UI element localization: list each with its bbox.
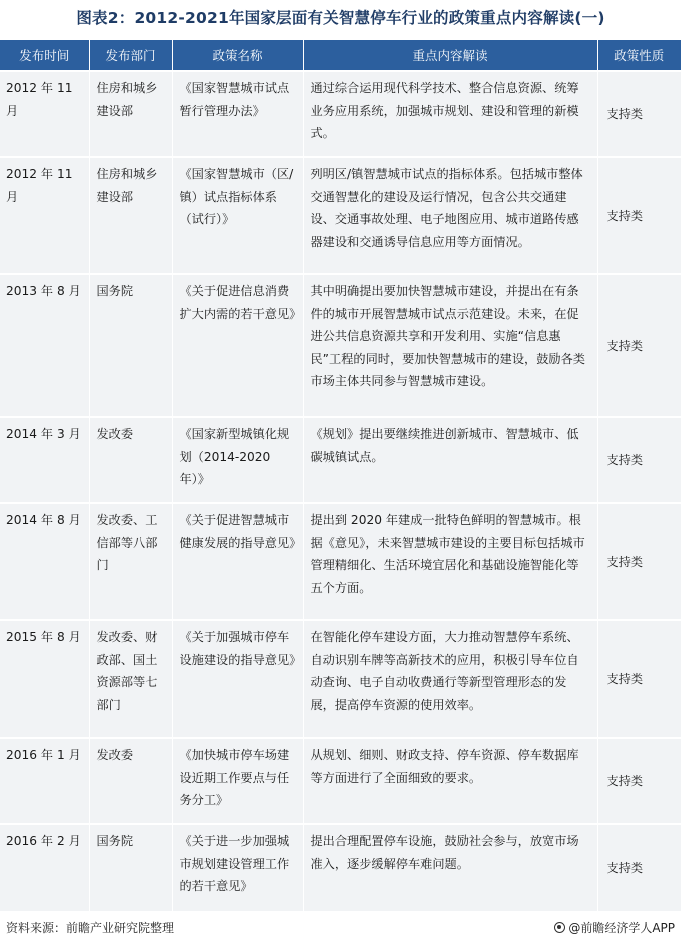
cell-policy-name: 《关于促进智慧城市健康发展的指导意见》 <box>172 503 303 620</box>
cell-content: 在智能化停车建设方面，大力推动智慧停车系统、自动识别车牌等高新技术的应用，积极引导车位自动查询、电子自动收费通行等新型管理形态的发展，提高停车资源的使用效率。 <box>303 620 597 738</box>
cell-date: 2013 年 8 月 <box>0 274 89 417</box>
cell-nature: 支持类 <box>597 71 681 157</box>
cell-dept: 发改委、财政部、国土资源部等七部门 <box>89 620 172 738</box>
table-header-row <box>0 40 681 71</box>
cell-nature: 支持类 <box>597 503 681 620</box>
cell-content: 从规划、细则、财政支持、停车资源、停车数据库等方面进行了全面细致的要求。 <box>303 738 597 824</box>
cell-policy-name: 《加快城市停车场建设近期工作要点与任务分工》 <box>172 738 303 824</box>
cell-content: 提出到 2020 年建成一批特色鲜明的智慧城市。根据《意见》，未来智慧城市建设的主要目标包括城市管理精细化、生活环境宜居化和基础设施智能化等五个方面。 <box>303 503 597 620</box>
cell-policy-name: 《关于促进信息消费扩大内需的若干意见》 <box>172 274 303 417</box>
cell-policy-name: 《关于进一步加强城市规划建设管理工作的若干意见》 <box>172 824 303 911</box>
cell-dept: 国务院 <box>89 274 172 417</box>
cell-content: 《规划》提出要继续推进创新城市、智慧城市、低碳城镇试点。 <box>303 417 597 503</box>
cell-date: 2015 年 8 月 <box>0 620 89 738</box>
cell-dept: 住房和城乡建设部 <box>89 71 172 157</box>
table-row <box>0 620 681 738</box>
cell-date: 2012 年 11 月 <box>0 71 89 157</box>
cell-nature: 支持类 <box>597 157 681 274</box>
cell-policy-name: 《国家智慧城市试点暂行管理办法》 <box>172 71 303 157</box>
brand-logo-icon <box>554 922 565 933</box>
table-row <box>0 503 681 620</box>
cell-content: 提出合理配置停车设施，鼓励社会参与，放宽市场准入，逐步缓解停车难问题。 <box>303 824 597 911</box>
table-row <box>0 417 681 503</box>
cell-nature: 支持类 <box>597 417 681 503</box>
cell-date: 2014 年 8 月 <box>0 503 89 620</box>
source-note: 资料来源：前瞻产业研究院整理 <box>6 921 175 935</box>
table-row <box>0 274 681 417</box>
cell-date: 2014 年 3 月 <box>0 417 89 503</box>
table-row <box>0 157 681 274</box>
cell-dept: 发改委 <box>89 738 172 824</box>
column-header-dept: 发布部门 <box>89 40 172 71</box>
cell-nature: 支持类 <box>597 824 681 911</box>
cell-dept: 国务院 <box>89 824 172 911</box>
cell-date: 2012 年 11 月 <box>0 157 89 274</box>
cell-policy-name: 《关于加强城市停车设施建设的指导意见》 <box>172 620 303 738</box>
cell-content: 列明区/镇智慧城市试点的指标体系。包括城市整体交通智慧化的建设及运行情况，包含公共交通建设、交通事故处理、电子地图应用、城市道路传感器建设和交通诱导信息应用等方面情况。 <box>303 157 597 274</box>
brand-label: @前瞻经济学人APP <box>568 921 675 935</box>
chart-title: 图表2：2012-2021年国家层面有关智慧停车行业的政策重点内容解读(一) <box>76 9 605 27</box>
cell-policy-name: 《国家新型城镇化规划（2014-2020 年）》 <box>172 417 303 503</box>
cell-date: 2016 年 1 月 <box>0 738 89 824</box>
table-row <box>0 71 681 157</box>
policy-table <box>0 40 681 911</box>
cell-nature: 支持类 <box>597 620 681 738</box>
brand-credit <box>554 919 675 936</box>
cell-nature: 支持类 <box>597 274 681 417</box>
cell-dept: 住房和城乡建设部 <box>89 157 172 274</box>
cell-content: 其中明确提出要加快智慧城市建设，并提出在有条件的城市开展智慧城市试点示范建设。未来，在促进公共信息资源共享和开发利用、实施“信息惠民”工程的同时，要加快智慧城市的建设，鼓励各类市场主体共同参与智慧城市建设。 <box>303 274 597 417</box>
cell-content: 通过综合运用现代科学技术、整合信息资源、统筹业务应用系统，加强城市规划、建设和管理的新模式。 <box>303 71 597 157</box>
cell-dept: 发改委、工信部等八部门 <box>89 503 172 620</box>
table-row <box>0 824 681 911</box>
column-header-date: 发布时间 <box>0 40 89 71</box>
cell-policy-name: 《国家智慧城市（区/镇）试点指标体系（试行）》 <box>172 157 303 274</box>
cell-date: 2016 年 2 月 <box>0 824 89 911</box>
column-header-name: 政策名称 <box>172 40 303 71</box>
cell-nature: 支持类 <box>597 738 681 824</box>
column-header-nature: 政策性质 <box>597 40 681 71</box>
column-header-content: 重点内容解读 <box>303 40 597 71</box>
cell-dept: 发改委 <box>89 417 172 503</box>
table-row <box>0 738 681 824</box>
